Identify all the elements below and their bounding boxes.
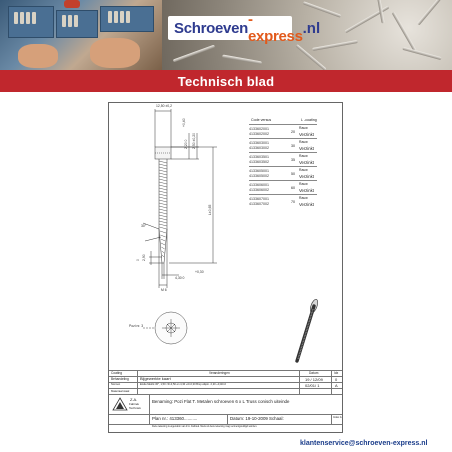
material-label: Materiaal staal (111, 388, 130, 393)
index: Index A (333, 416, 342, 419)
customer-service-email[interactable]: klantenservice@schroeven-express.nl (300, 440, 428, 447)
treatment-label: Behandeling (111, 376, 129, 381)
tip-angle: 30° (141, 224, 147, 228)
table-row: 4133603501 (249, 155, 269, 159)
variant-coating: Verzinkt (299, 174, 314, 179)
revision-idx-1: 0 (335, 376, 338, 382)
table-row: 4133606002 (249, 188, 269, 192)
variant-coating: Rauw (299, 140, 308, 144)
variant-length: 35 (291, 158, 295, 162)
naming: Benaming: Pozi Flat T. Metalen schroeven 6 x L Truss conisch uiteinde (152, 399, 290, 404)
variants-header-l: L (301, 118, 303, 122)
variant-length: 60 (291, 186, 295, 190)
variant-coating: Verzinkt (299, 132, 314, 137)
company-logo (112, 397, 128, 411)
table-row: 4133606001 (249, 183, 269, 187)
thread-size: M 6 (161, 288, 167, 292)
head-diameter-dim: 12,50 ±0,2 (156, 104, 173, 108)
title-bar (0, 70, 452, 92)
table-row: 4133602002 (249, 132, 269, 136)
table-row: 4133603502 (249, 160, 269, 164)
variant-length: 30 (291, 144, 295, 148)
header-banner (0, 0, 452, 70)
variant-coating: Rauw (299, 182, 308, 186)
pozi-label: Pozi nr. 3 (129, 324, 144, 328)
table-row: 4133602001 (249, 127, 269, 131)
table-row: 4133607002 (249, 202, 269, 206)
site-logo[interactable] (168, 11, 321, 45)
datum: Datum: 19-10-2009 Schaal: (230, 416, 284, 421)
variants-header-coating: -coating (304, 118, 317, 122)
screw-3d-illustration (297, 298, 319, 361)
tip-side-zero: 0 (136, 259, 140, 261)
revision-date-2: 02/01/ 1 (305, 382, 320, 388)
variant-coating: Rauw (299, 196, 308, 200)
head-total-dim: 2,50 ±0,20 (192, 132, 196, 149)
variants-header-code: Code versus (251, 118, 272, 122)
coating-label: Coating (111, 370, 122, 375)
tools-photo (0, 0, 162, 70)
title-block (109, 370, 342, 432)
technical-drawing-sheet (108, 102, 343, 433)
logo-text-express: -express (248, 11, 303, 45)
norm-value: Einde Metrik 30°, 1,50 <0/-0,50 en 4,30 +0/-0,30 Bmp elkpin. 2,20 +0,40/-0 (140, 382, 226, 386)
disclaimer: Deze tekening is eigendom van Z.A. Fabriek. Niets uit deze tekening mag vermenigvuldigd worden. (152, 425, 258, 428)
revision-idx-2: A (335, 382, 338, 388)
variant-length: 50 (291, 172, 295, 176)
head-height-tol: +0,40 (182, 118, 186, 127)
tip-side-dim: 2,90 (142, 254, 146, 261)
variant-coating: Verzinkt (299, 160, 314, 165)
variant-coating: Verzinkt (299, 146, 314, 151)
logo-text-nl: .nl (302, 19, 321, 37)
tip-dim: 4,30 0 (175, 276, 185, 280)
idx-label: Idx (334, 370, 339, 375)
variant-length: 70 (291, 200, 295, 204)
company-name-2: Fabriek (129, 402, 140, 406)
table-row: 4133603001 (249, 141, 269, 145)
norm-label: Normen (111, 382, 121, 386)
logo-text-schroeven: Schroeven (174, 19, 248, 37)
pozi-head-view (143, 312, 187, 344)
head-height-dim: 2,20 0 (184, 139, 188, 149)
table-row: 4133605001 (249, 169, 269, 173)
length-dim: L±0,65 (208, 204, 212, 215)
date-label: Datum (309, 370, 319, 375)
company-name-1: Z.A. (130, 397, 138, 402)
plan-number: Plan nr.: 413360........... (152, 416, 198, 421)
variant-coating: Rauw (299, 154, 308, 158)
variant-coating: Rauw (299, 168, 308, 172)
tip-dim-tol: +0,30 (195, 270, 204, 274)
variant-coating: Verzinkt (299, 188, 314, 193)
variant-coating: Rauw (299, 126, 308, 130)
company-name-3: Techniek (129, 406, 141, 410)
page-title: Technisch blad (177, 73, 275, 89)
table-row: 4133603002 (249, 146, 269, 150)
revision-date-1: 19 / 12/09 (305, 376, 323, 382)
treatment-value: Bijgewerkte kaart (140, 376, 171, 381)
variant-length: 20 (291, 130, 295, 134)
table-row: 4133605002 (249, 174, 269, 178)
table-row: 4133607001 (249, 197, 269, 201)
changes-label: Veranderingen (209, 370, 230, 375)
variant-coating: Verzinkt (299, 202, 314, 207)
